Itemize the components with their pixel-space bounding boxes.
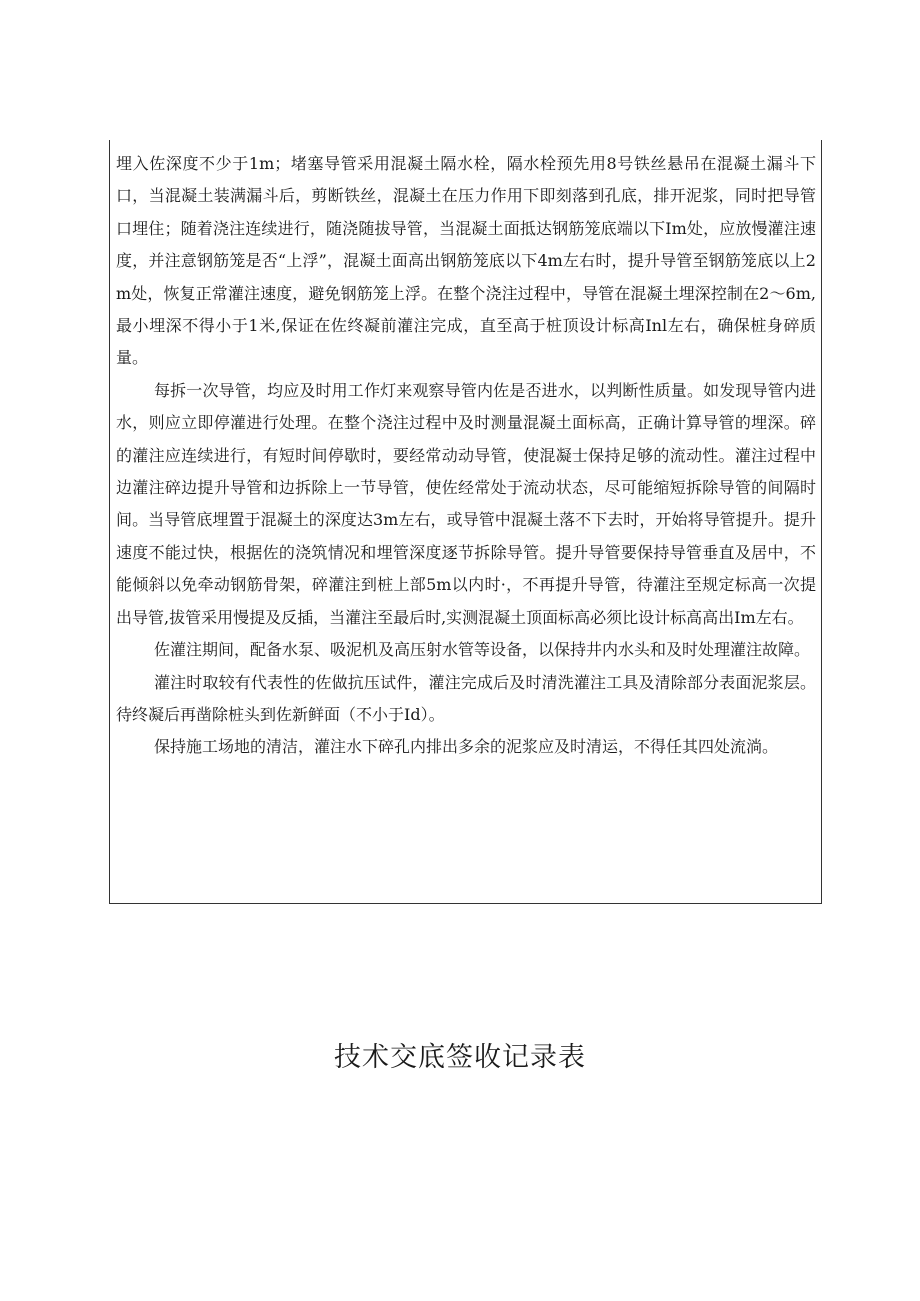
- paragraph-4: 灌注时取较有代表性的佐做抗压试件，灌注完成后及时清洗灌注工具及清除部分表面泥浆层。待终凝后再凿除桩头到佐新鲜面（不小于Id）。: [116, 672, 816, 724]
- section-title: 技术交底签收记录表: [334, 1042, 586, 1073]
- paragraph-1: 埋入佐深度不少于1m；堵塞导管采用混凝土隔水栓，隔水栓预先用8号铁丝悬吊在混凝土漏斗下口，当混凝土装满漏斗后，剪断铁丝，混凝土在压力作用下即刻落到孔底，排开泥浆，同时把导管口埋住；随着浇注连续进行，随浇随拔导管，当混凝土面抵达钢筋笼底端以下Im处，应放慢灌注速度，并注意钢筋笼是否“上浮”，混凝土面高出钢筋笼底以下4m左右时，提升导管至钢筋笼底以上2m处，恢复正常灌注速度，避免钢筋笼上浮。在整个浇注过程中，导管在混凝土埋深控制在2～6m,最小埋深不得小于1米,保证在佐终凝前灌注完成，直至高于桩顶设计标高Inl左右，确保桩身碎质量。: [116, 154, 816, 368]
- paragraph-2: 每拆一次导管，均应及时用工作灯来观察导管内佐是否进水，以判断性质量。如发现导管内进水，则应立即停灌进行处理。在整个浇注过程中及时测量混凝土面标高，正确计算导管的埋深。碎的灌注应连续进行，有短时间停歇时，要经常动动导管，使混凝士保持足够的流动性。灌注过程中边灌注碎边提升导管和边拆除上一节导管，使佐经常处于流动状态，尽可能缩短拆除导管的间隔时间。当导管底埋置于混凝土的深度达3m左右，或导管中混凝土落不下去时，开始将导管提升。提升速度不能过快，根据佐的浇筑情况和埋管深度逐节拆除导管。提升导管要保持导管垂直及居中，不能倾斜以免牵动钢筋骨架，碎灌注到桩上部5m以内时·，不再提升导管，待灌注至规定标高一次提出导管,拔管采用慢提及反插，当灌注至最后时,实测混凝土顶面标高必须比设计标高高出Im左右。: [116, 380, 816, 627]
- paragraph-5: 保持施工场地的清洁，灌注水下碎孔内排出多余的泥浆应及时清运，不得任其四处流淌。: [154, 737, 779, 757]
- paragraph-3: 佐灌注期间，配备水泵、吸泥机及高压射水管等设备，以保持井内水头和及时处理灌注故障。: [154, 640, 811, 660]
- document-body-box: [109, 140, 822, 904]
